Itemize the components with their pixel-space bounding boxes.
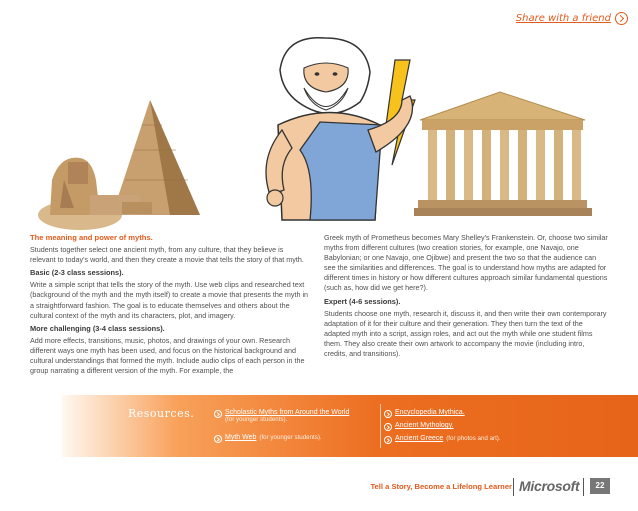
- zeus-illustration: [266, 38, 415, 220]
- resource-link[interactable]: Ancient Greece: [395, 435, 444, 442]
- resource-link[interactable]: Myth Web: [225, 434, 257, 441]
- mythology-illustration: [30, 30, 610, 230]
- resources-title: Resources.: [128, 407, 195, 420]
- footer-divider: [513, 478, 514, 496]
- resource-item[interactable]: [214, 434, 322, 443]
- resources-divider: [380, 404, 381, 448]
- chevron-right-icon: [384, 423, 392, 431]
- chevron-right-icon: [384, 410, 392, 418]
- resource-item[interactable]: [384, 409, 465, 418]
- left-text-column: [30, 233, 310, 378]
- challenging-heading: More challenging (3-4 class sessions).: [30, 323, 165, 333]
- section-title: The meaning and power of myths.: [30, 233, 153, 242]
- resources-bar: [62, 395, 638, 457]
- footer-divider: [583, 478, 584, 496]
- resource-link[interactable]: Encyclopedia Mythica.: [395, 409, 465, 416]
- resource-item[interactable]: [384, 422, 454, 431]
- continued-paragraph: Greek myth of Prometheus becomes Mary Shelley's Frankenstein. Or, choose two similar myths from different cultures (two creation stories, for example, one Navajo, one Babylonian; or one Navajo, one Ojibwe) and present the two so that the audience can see the similarities and differences. The goal is to understand how myths are adapted for different times in history or how different cultures approach similar fundamental questions (such as, how did we get here?).: [324, 233, 608, 293]
- expert-heading: Expert (4-6 sessions).: [324, 296, 401, 306]
- share-with-friend-link[interactable]: [516, 12, 628, 25]
- microsoft-logo: Microsoft: [519, 478, 580, 494]
- resource-note: (for photos and art).: [446, 435, 501, 442]
- basic-heading: Basic (2-3 class sessions).: [30, 268, 124, 278]
- challenging-paragraph: Add more effects, transitions, music, photos, and drawings of your own. Research different ways one myth has been used, and focus on the historical background and cultural understandings that formed the myth. Include audio clips of each person in the group narrating a different version of the myth. For example, the: [30, 335, 305, 376]
- resource-item[interactable]: [214, 409, 349, 423]
- share-label[interactable]: Share with a friend: [515, 13, 611, 24]
- chevron-right-icon[interactable]: [615, 12, 628, 25]
- chevron-right-icon: [214, 435, 222, 443]
- intro-paragraph: Students together select one ancient myth, from any culture, that they believe is relevant to today's world, and then they create a movie that tells the story of that myth.: [30, 245, 304, 265]
- parthenon-image: [414, 92, 592, 216]
- resource-item[interactable]: [384, 435, 501, 444]
- footer-tagline: Tell a Story, Become a Lifelong Learner: [370, 482, 512, 491]
- resource-note: (for younger students).: [259, 434, 322, 441]
- resource-link[interactable]: Ancient Mythology.: [395, 422, 454, 429]
- right-text-column: [324, 233, 608, 361]
- resource-note: (for younger students).: [225, 416, 288, 423]
- expert-paragraph: Students choose one myth, research it, discuss it, and then write their own contemporary adaptation of it for their culture and their generation. They then turn the text of the adapted myth into a script, assign roles, and act out the myth while one student films them. They also create their own artwork to accompany the movie (including intro, credits, and transitions).: [324, 308, 607, 359]
- chevron-right-icon: [384, 436, 392, 444]
- resource-link[interactable]: Scholastic Myths from Around the World: [225, 409, 350, 416]
- chevron-right-icon: [214, 410, 222, 418]
- page-number: 22: [590, 478, 610, 494]
- basic-paragraph: Write a simple script that tells the story of the myth. Use web clips and researched text (background of the myth and the myth itself) to create a movie that presents the myth in a straightforward fashion. The goal is to educate themselves and others about the cultural context of the myth and its characters, plot, and imagery.: [30, 280, 309, 320]
